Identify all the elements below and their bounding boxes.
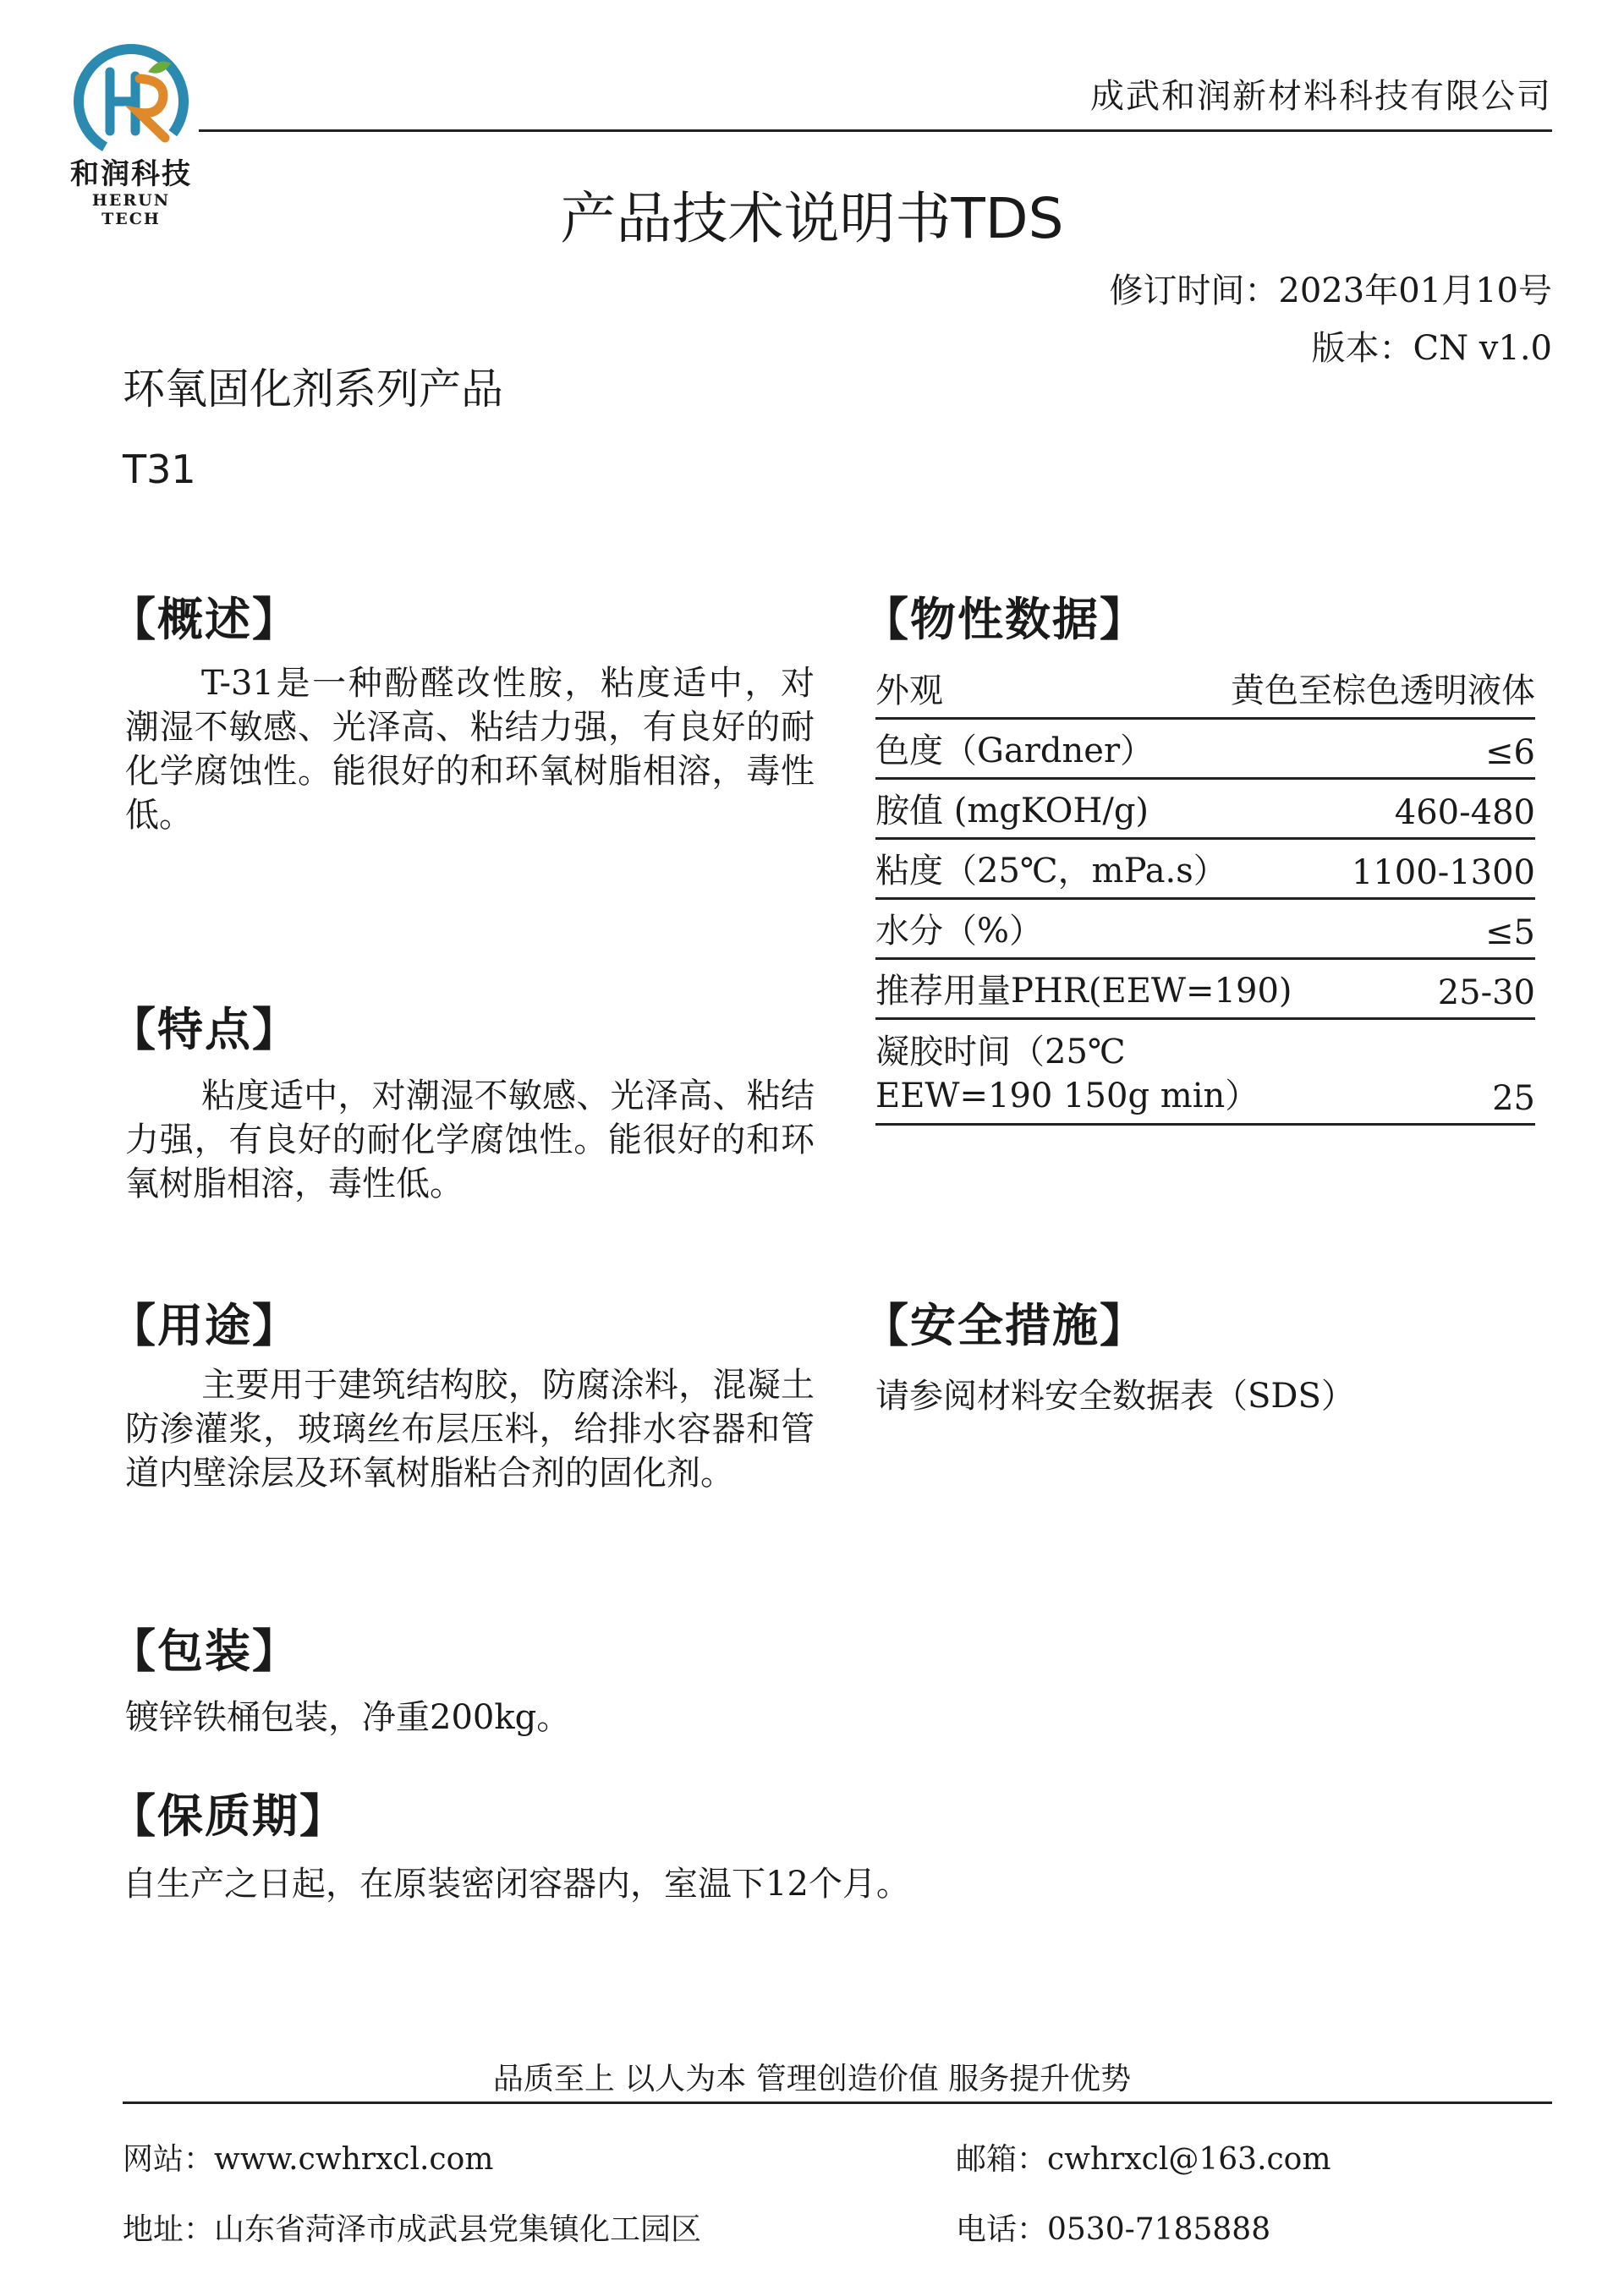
property-label-line2: EEW=190 150g min） [875, 1077, 1259, 1115]
overview-text [125, 661, 815, 837]
overview-text-content: T-31是一种酚醛改性胺，粘度适中，对潮湿不敏感、光泽高、粘结力强，有良好的耐化学腐蚀性。能很好的和环氧树脂相溶，毒性低。 [125, 664, 815, 835]
property-value: 1100-1300 [1351, 853, 1535, 892]
usage-title: 【用途】 [110, 1299, 299, 1352]
property-value: ≤5 [1485, 913, 1535, 952]
safety-text: 请参阅材料安全数据表（SDS） [875, 1377, 1355, 1416]
shelf-life-title: 【保质期】 [110, 1789, 347, 1843]
company-name: 成武和润新材料科技有限公司 [1090, 77, 1552, 116]
document-title: 产品技术说明书TDS [560, 186, 1064, 251]
property-label: 色度（Gardner） [875, 732, 1155, 770]
usage-text-content: 主要用于建筑结构胶，防腐涂料，混凝土防渗灌浆，玻璃丝布层压料，给排水容器和管道内壁涂层及环氧树脂粘合剂的固化剂。 [125, 1366, 815, 1493]
properties-table [875, 660, 1535, 1126]
header-divider [199, 129, 1552, 132]
property-label: 粘度（25℃，mPa.s） [875, 852, 1227, 890]
safety-title: 【安全措施】 [863, 1299, 1147, 1352]
logo-text-en: HERUN TECH [91, 191, 171, 228]
revision-date: 修订时间：2023年01月10号 [1109, 271, 1552, 310]
footer-divider [123, 2101, 1552, 2104]
properties-title: 【物性数据】 [863, 593, 1147, 646]
product-model: T31 [123, 447, 196, 492]
property-label: 推荐用量PHR(EEW=190) [875, 972, 1292, 1011]
property-row [875, 960, 1535, 1020]
property-row [875, 900, 1535, 960]
website-text: 网站：www.cwhrxcl.com [123, 2142, 494, 2177]
company-logo-icon [68, 38, 195, 165]
overview-title: 【概述】 [110, 593, 299, 646]
company-slogan: 品质至上 以人为本 管理创造价值 服务提升优势 [492, 2062, 1132, 2096]
property-value: ≤6 [1485, 733, 1535, 772]
property-row [875, 1020, 1535, 1126]
property-label: 外观 [875, 671, 943, 710]
product-series: 环氧固化剂系列产品 [123, 364, 503, 414]
property-value: 25-30 [1437, 973, 1535, 1012]
property-row [875, 720, 1535, 780]
phone-text: 电话：0530-7185888 [956, 2212, 1271, 2247]
property-row [875, 660, 1535, 720]
packaging-title: 【包装】 [110, 1625, 299, 1678]
property-label: 水分（%） [875, 912, 1044, 951]
features-title: 【特点】 [110, 1003, 299, 1056]
property-value: 460-480 [1394, 793, 1535, 832]
property-label-line1: 凝胶时间（25℃ [875, 1033, 1126, 1071]
property-value: 25 [1492, 1079, 1535, 1118]
property-label: 胺值 (mgKOH/g) [875, 792, 1149, 830]
version-label: 版本：CN v1.0 [1311, 329, 1552, 368]
address-text: 地址：山东省菏泽市成武县党集镇化工园区 [123, 2212, 702, 2247]
features-text [125, 1074, 815, 1206]
property-row [875, 840, 1535, 900]
property-label [875, 1030, 1259, 1118]
shelf-life-text: 自生产之日起，在原装密闭容器内，室温下12个月。 [123, 1865, 910, 1904]
usage-text [125, 1363, 815, 1495]
property-row [875, 780, 1535, 840]
email-text: 邮箱：cwhrxcl@163.com [956, 2142, 1331, 2177]
features-text-content: 粘度适中，对潮湿不敏感、光泽高、粘结力强，有良好的耐化学腐蚀性。能很好的和环氧树脂相溶，毒性低。 [125, 1077, 815, 1203]
property-value: 黄色至棕色透明液体 [1231, 671, 1535, 710]
logo-text-cn: 和润科技 [70, 157, 192, 191]
packaging-text: 镀锌铁桶包装，净重200kg。 [125, 1698, 571, 1737]
